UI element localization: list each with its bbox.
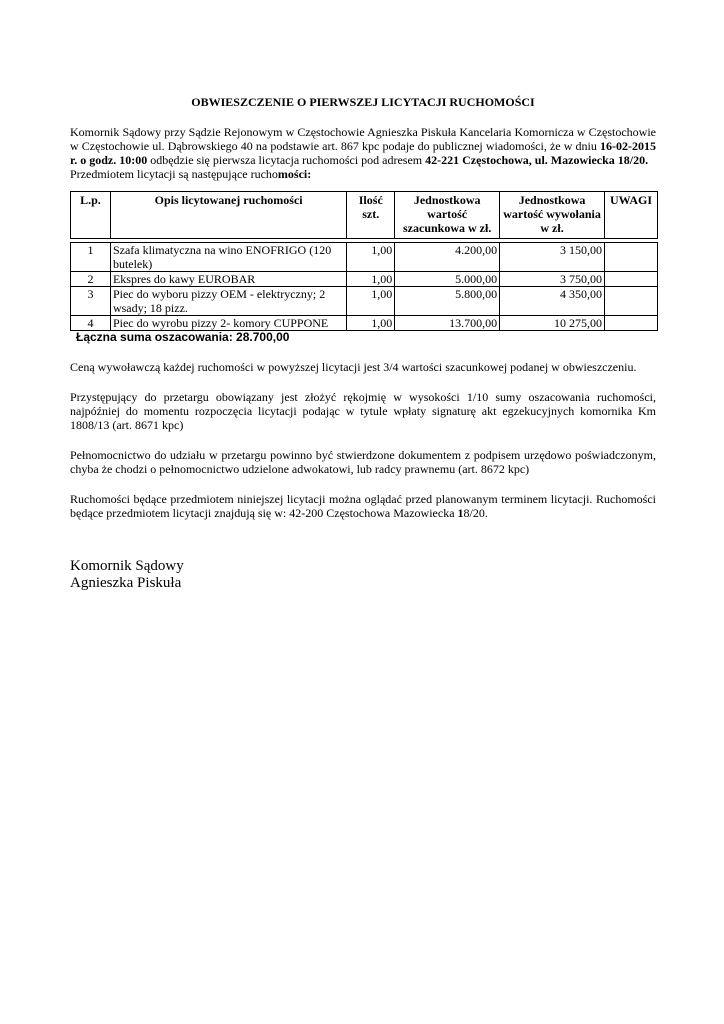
cell-quantity: 1,00 [347, 272, 395, 287]
intro-text-2: odbędzie się pierwsza licytacja ruchomości pod adresem [147, 153, 426, 167]
cell-quantity: 1,00 [347, 243, 395, 272]
intro-paragraph [70, 125, 656, 181]
viewing-text-1: Ruchomości będące przedmiotem niniejszej licytacji można oglądać przed planowanym terminem licytacji. Ruchomości będące przedmiotem licytacji znajdują się w: 42-200 Częstochowa Mazowiecka [70, 492, 656, 520]
cell-starting-price: 10 275,00 [500, 316, 605, 331]
subject-text-bold: mości: [277, 167, 312, 181]
cell-lp: 2 [71, 272, 111, 287]
cell-notes [604, 243, 657, 272]
cell-estimated-value: 4.200,00 [395, 243, 500, 272]
cell-description: Piec do wyrobu pizzy 2- komory CUPPONE [110, 316, 346, 331]
viewing-paragraph [70, 492, 656, 520]
auction-address: 42-221 Częstochowa, ul. Mazowiecka 18/20. [425, 153, 649, 167]
cell-estimated-value: 5.000,00 [395, 272, 500, 287]
items-table [70, 191, 658, 331]
viewing-text-bold: 1 [457, 506, 464, 520]
cell-estimated-value: 5.800,00 [395, 287, 500, 316]
cell-quantity: 1,00 [347, 316, 395, 331]
cell-description: Piec do wyboru pizzy OEM - elektryczny; 2 wsady; 18 pizz. [110, 287, 346, 316]
subject-text: Przedmiotem licytacji są następujące rucho [70, 167, 278, 181]
total-estimate: Łączna suma oszacowania: 28.700,00 [76, 330, 290, 344]
header-quantity: Ilość szt. [347, 192, 395, 239]
proxy-paragraph: Pełnomocnictwo do udziału w przetargu powinno być stwierdzone dokumentem z podpisem urzędowo poświadczonym, chyba że chodzi o pełnomocnictwo udzielone adwokatowi, lub radcy prawnemu (art. 8672 kpc) [70, 448, 656, 476]
document-title: OBWIESZCZENIE O PIERWSZEJ LICYTACJI RUCHOMOŚCI [191, 95, 535, 109]
cell-notes [604, 316, 657, 331]
cell-lp: 3 [71, 287, 111, 316]
auction-date-time: 16-02-2015 r. o godz. 10:00 [70, 139, 656, 167]
cell-notes [604, 272, 657, 287]
cell-lp: 1 [71, 243, 111, 272]
document-page [70, 95, 656, 592]
cell-lp: 4 [71, 316, 111, 331]
table-row [71, 272, 658, 287]
starting-price-paragraph: Ceną wywoławczą każdej ruchomości w powyższej licytacji jest 3/4 wartości szacunkowej podanej w obwieszczeniu. [70, 360, 637, 374]
cell-description: Ekspres do kawy EUROBAR [110, 272, 346, 287]
cell-quantity: 1,00 [347, 287, 395, 316]
table-row [71, 287, 658, 316]
cell-starting-price: 4 350,00 [500, 287, 605, 316]
cell-starting-price: 3 150,00 [500, 243, 605, 272]
table-header-row [71, 192, 658, 239]
cell-description: Szafa klimatyczna na wino ENOFRIGO (120 butelek) [110, 243, 346, 272]
header-lp: L.p. [71, 192, 111, 239]
header-starting-price: Jednostkowa wartość wywołania w zł. [500, 192, 605, 239]
table-row [71, 316, 658, 331]
intro-text-1: Komornik Sądowy przy Sądzie Rejonowym w Częstochowie Agnieszka Piskuła Kancelaria Komornicza w Częstochowie w Częstochowie ul. Dąbrowskiego 40 na podstawie art. 867 kpc podaje do publicznej wiadomości, że w dniu [70, 125, 656, 153]
signature-block [70, 558, 656, 592]
signature-name: Agnieszka Piskuła [70, 575, 182, 591]
header-estimated-value: Jednostkowa wartość szacunkowa w zł. [395, 192, 500, 239]
cell-estimated-value: 13.700,00 [395, 316, 500, 331]
cell-notes [604, 287, 657, 316]
deposit-paragraph: Przystępujący do przetargu obowiązany jest złożyć rękojmię w wysokości 1/10 sumy oszacowania ruchomości, najpóźniej do momentu rozpoczęcia licytacji podając w tytule wpłaty signaturę akt egzekucyjnych komornika Km 1808/13 (art. 8671 kpc) [70, 390, 656, 432]
header-description: Opis licytowanej ruchomości [110, 192, 346, 239]
table-row [71, 243, 658, 272]
signature-title: Komornik Sądowy [70, 558, 184, 574]
cell-starting-price: 3 750,00 [500, 272, 605, 287]
header-notes: UWAGI [604, 192, 657, 239]
viewing-text-2: 8/20. [463, 506, 488, 520]
